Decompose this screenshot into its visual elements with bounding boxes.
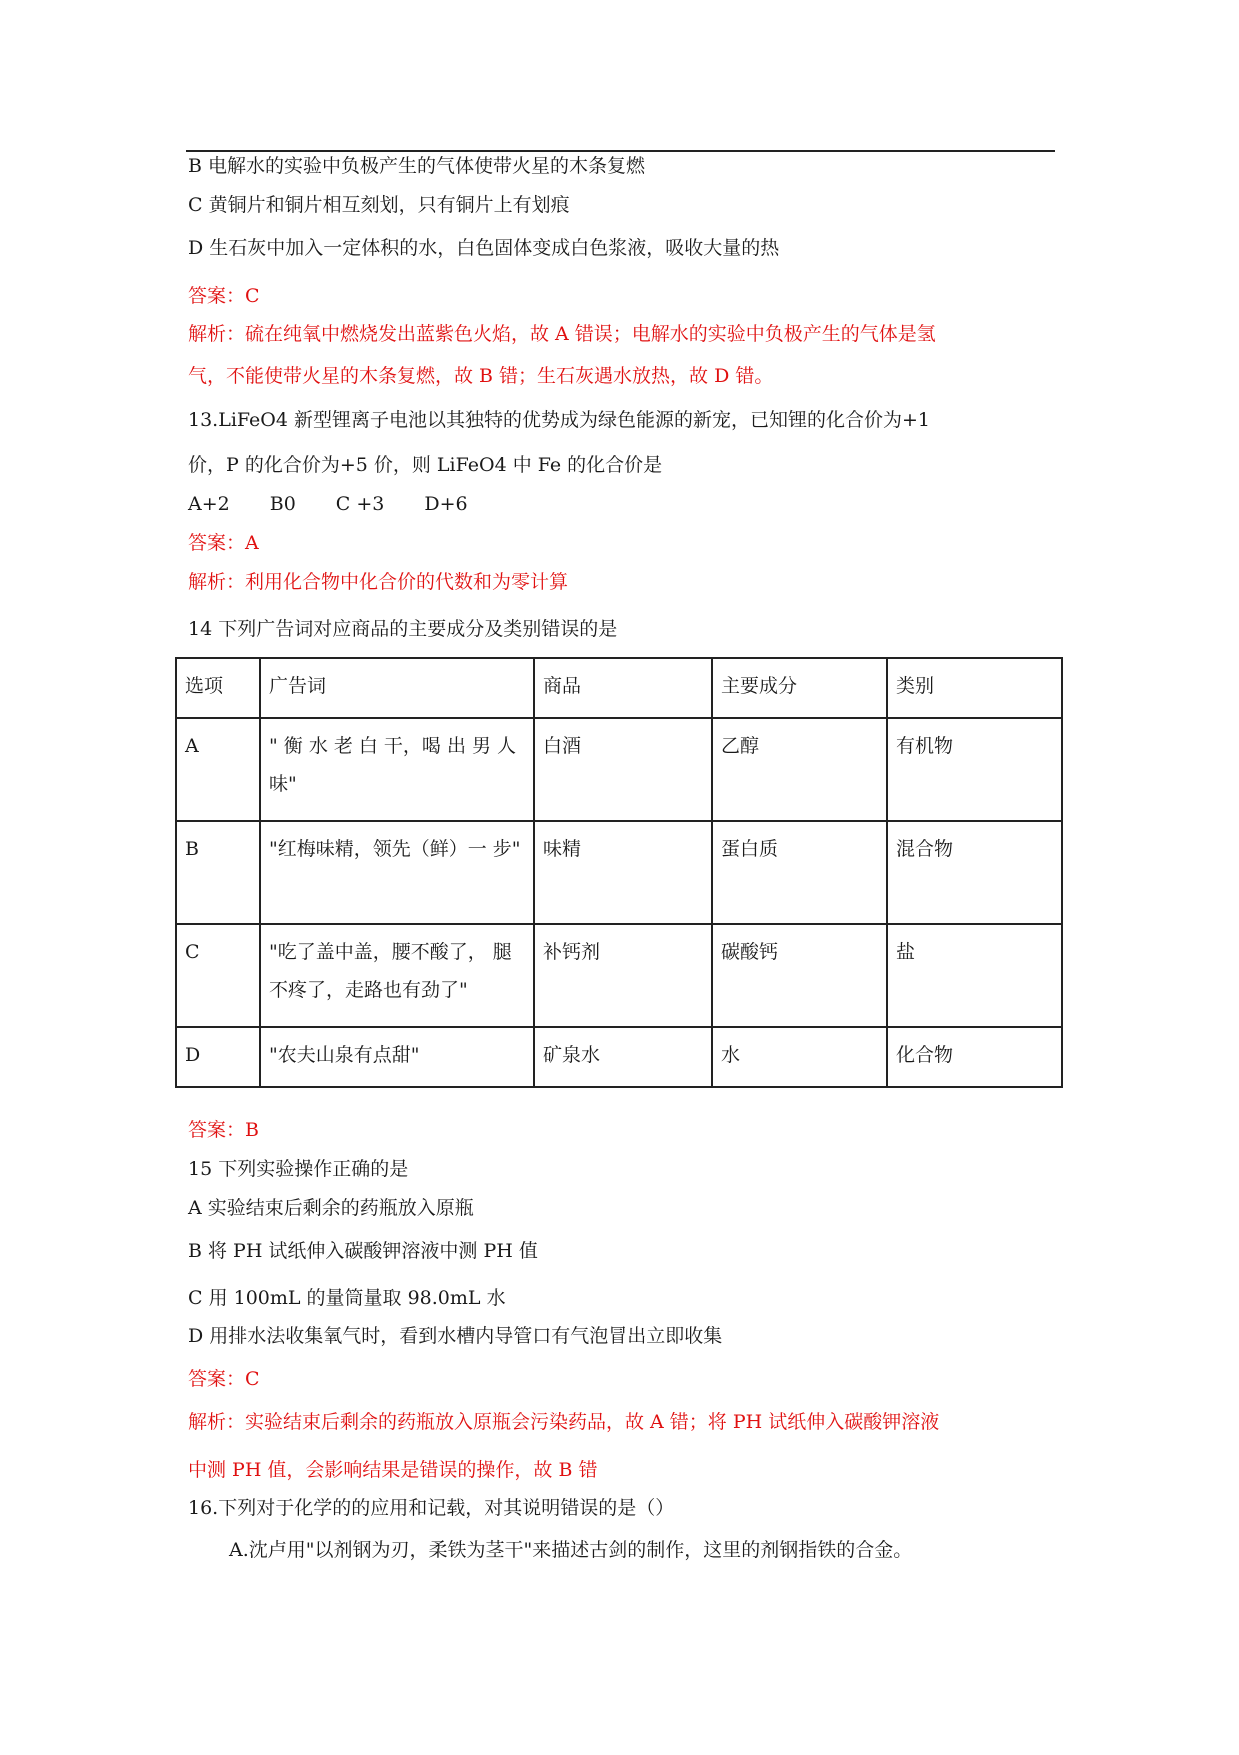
table-cell: 有机物	[887, 718, 1062, 821]
q15-analysis-line2: 中测 PH 值，会影响结果是错误的操作，故 B 错	[188, 1459, 598, 1481]
table-cell: D	[176, 1027, 260, 1087]
q15-option-d: D 用排水法收集氧气时，看到水槽内导管口有气泡冒出立即收集	[188, 1325, 723, 1347]
q14-stem: 14 下列广告词对应商品的主要成分及类别错误的是	[188, 618, 618, 640]
table-header-row	[176, 658, 1062, 718]
table-cell: " 衡 水 老 白 干，喝 出 男 人 味"	[260, 718, 534, 821]
table-row	[176, 718, 1062, 821]
table-header-cell: 主要成分	[712, 658, 887, 718]
table-cell: 白酒	[534, 718, 712, 821]
table-header-cell: 商品	[534, 658, 712, 718]
q12-option-b: B 电解水的实验中负极产生的气体使带火星的木条复燃	[188, 155, 646, 177]
table-header-cell: 广告词	[260, 658, 534, 718]
table-cell: "农夫山泉有点甜"	[260, 1027, 534, 1087]
q13-option-d: D+6	[424, 493, 468, 515]
q13-option-b: B0	[269, 493, 296, 515]
q13-options	[188, 492, 508, 516]
q12-analysis-line1: 解析：硫在纯氧中燃烧发出蓝紫色火焰，故 A 错误；电解水的实验中负极产生的气体是氢	[188, 323, 936, 345]
table-cell: 补钙剂	[534, 924, 712, 1027]
q15-stem: 15 下列实验操作正确的是	[188, 1158, 409, 1180]
q13-option-a: A+2	[188, 493, 230, 515]
q14-table	[175, 657, 1063, 1088]
q16-option-a: A.沈卢用"以剂钢为刃，柔铁为茎干"来描述古剑的制作，这里的剂钢指铁的合金。	[229, 1539, 913, 1561]
table-cell: 化合物	[887, 1027, 1062, 1087]
q13-option-c: C +3	[335, 493, 385, 515]
table-cell: A	[176, 718, 260, 821]
q14-answer: 答案：B	[188, 1119, 259, 1141]
q15-option-a: A 实验结束后剩余的药瓶放入原瓶	[188, 1197, 474, 1219]
table-cell: 水	[712, 1027, 887, 1087]
table-cell: 蛋白质	[712, 821, 887, 924]
q12-option-d: D 生石灰中加入一定体积的水，白色固体变成白色浆液，吸收大量的热	[188, 237, 780, 259]
table-row	[176, 821, 1062, 924]
q12-option-c: C 黄铜片和铜片相互刻划，只有铜片上有划痕	[188, 194, 570, 216]
q15-analysis-line1: 解析：实验结束后剩余的药瓶放入原瓶会污染药品，故 A 错；将 PH 试纸伸入碳酸钾溶液	[188, 1411, 940, 1433]
table-cell: C	[176, 924, 260, 1027]
q13-answer: 答案：A	[188, 532, 259, 554]
table-cell: B	[176, 821, 260, 924]
table-header-cell: 选项	[176, 658, 260, 718]
table-cell: "吃了盖中盖，腰不酸了， 腿不疼了，走路也有劲了"	[260, 924, 534, 1027]
q13-analysis: 解析：利用化合物中化合价的代数和为零计算	[188, 571, 569, 593]
table-cell: 混合物	[887, 821, 1062, 924]
table-cell: 乙醇	[712, 718, 887, 821]
q15-answer: 答案：C	[188, 1368, 260, 1390]
q12-analysis-line2: 气，不能使带火星的木条复燃，故 B 错；生石灰遇水放热，故 D 错。	[188, 365, 774, 387]
table-header-cell: 类别	[887, 658, 1062, 718]
q13-stem-line2: 价，P 的化合价为+5 价，则 LiFeO4 中 Fe 的化合价是	[188, 454, 663, 476]
q16-stem: 16.下列对于化学的的应用和记载，对其说明错误的是（）	[188, 1497, 675, 1519]
table-row	[176, 924, 1062, 1027]
q15-option-b: B 将 PH 试纸伸入碳酸钾溶液中测 PH 值	[188, 1240, 538, 1262]
table-cell: "红梅味精，领先（鲜）一 步"	[260, 821, 534, 924]
table-cell: 盐	[887, 924, 1062, 1027]
q13-stem-line1: 13.LiFeO4 新型锂离子电池以其独特的优势成为绿色能源的新宠，已知锂的化合价为+1	[188, 409, 931, 431]
table-cell: 碳酸钙	[712, 924, 887, 1027]
table-cell: 矿泉水	[534, 1027, 712, 1087]
q15-option-c: C 用 100mL 的量筒量取 98.0mL 水	[188, 1287, 506, 1309]
header-rule	[186, 150, 1055, 152]
table-cell: 味精	[534, 821, 712, 924]
q12-answer: 答案：C	[188, 285, 260, 307]
table-row	[176, 1027, 1062, 1087]
